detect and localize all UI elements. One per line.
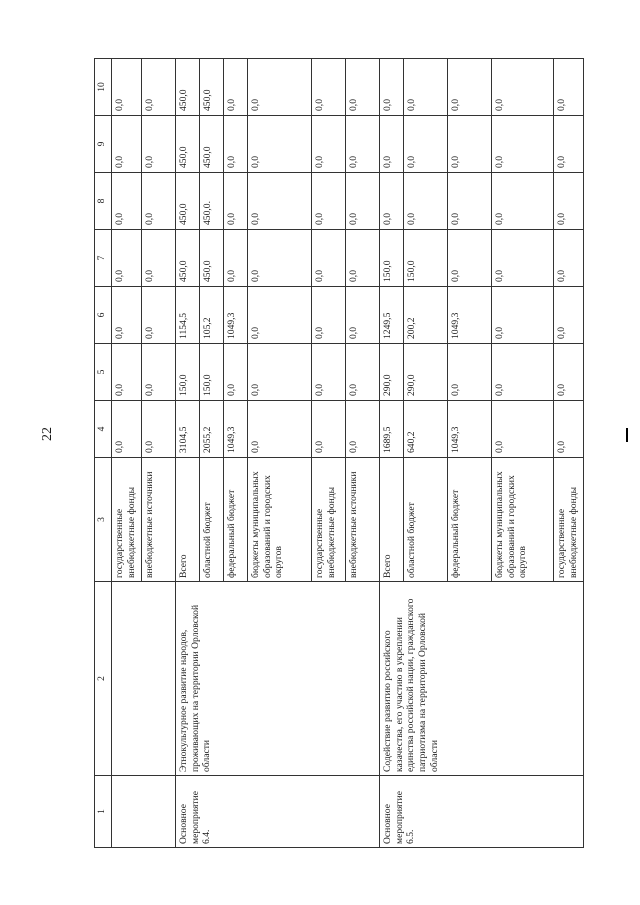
value-cell: 0,0 xyxy=(248,59,312,116)
value-cell: 0,0 xyxy=(312,344,346,401)
funding-source-cell: внебюджетные источники xyxy=(142,458,176,582)
value-cell: 640,2 xyxy=(404,401,448,458)
funding-source-cell: областной бюджет xyxy=(200,458,224,582)
value-cell: 0,0 xyxy=(554,230,584,287)
value-cell: 450,0 xyxy=(176,59,200,116)
value-cell: 450,0 xyxy=(176,173,200,230)
value-cell: 0,0 xyxy=(448,173,492,230)
funding-source-cell: бюджеты муниципальных образований и городских округов xyxy=(492,458,554,582)
value-cell: 0,0 xyxy=(312,116,346,173)
column-header: 6 xyxy=(95,287,112,344)
value-cell: 0,0 xyxy=(554,59,584,116)
value-cell: 0,0 xyxy=(112,116,142,173)
funding-source-cell: федеральный бюджет xyxy=(448,458,492,582)
value-cell: 0,0 xyxy=(248,401,312,458)
column-header: 10 xyxy=(95,59,112,116)
value-cell: 1249,5 xyxy=(380,287,404,344)
value-cell: 0,0 xyxy=(380,173,404,230)
value-cell: 0,0 xyxy=(248,344,312,401)
funding-source-cell: государственные внебюджетные фонды xyxy=(112,458,142,582)
value-cell: 150,0 xyxy=(200,344,224,401)
value-cell: 0,0 xyxy=(224,116,248,173)
value-cell: 0,0 xyxy=(492,59,554,116)
value-cell: 0,0 xyxy=(312,401,346,458)
column-header: 4 xyxy=(95,401,112,458)
value-cell: 1689,5 xyxy=(380,401,404,458)
value-cell: 0,0 xyxy=(492,401,554,458)
value-cell: 0,0 xyxy=(142,344,176,401)
value-cell: 0,0 xyxy=(112,173,142,230)
page-number: 22 xyxy=(40,427,55,441)
value-cell: 0,0 xyxy=(248,230,312,287)
value-cell: 0,0 xyxy=(448,116,492,173)
value-cell: 0,0 xyxy=(448,344,492,401)
table-body xyxy=(112,59,584,848)
funding-source-cell: внебюджетные источники xyxy=(346,458,380,582)
funding-source-cell: государственные внебюджетные фонды xyxy=(554,458,584,582)
value-cell: 0,0 xyxy=(312,287,346,344)
funding-source-cell: бюджеты муниципальных образований и городских округов xyxy=(248,458,312,582)
value-cell: 0,0 xyxy=(448,59,492,116)
value-cell: 450,0. xyxy=(200,173,224,230)
value-cell: 0,0 xyxy=(142,173,176,230)
budget-table xyxy=(94,58,584,848)
value-cell: 0,0 xyxy=(380,116,404,173)
value-cell: 0,0 xyxy=(248,116,312,173)
value-cell: 450,0 xyxy=(200,230,224,287)
description-cell xyxy=(112,582,176,776)
value-cell: 0,0 xyxy=(142,230,176,287)
value-cell: 0,0 xyxy=(380,59,404,116)
column-header: 8 xyxy=(95,173,112,230)
value-cell: 0,0 xyxy=(346,116,380,173)
table-row xyxy=(380,59,404,848)
value-cell: 0,0 xyxy=(248,173,312,230)
value-cell: 0,0 xyxy=(142,116,176,173)
value-cell: 0,0 xyxy=(312,230,346,287)
value-cell: 0,0 xyxy=(142,401,176,458)
value-cell: 0,0 xyxy=(346,287,380,344)
value-cell: 0,0 xyxy=(448,230,492,287)
value-cell: 1154,5 xyxy=(176,287,200,344)
funding-source-cell: областной бюджет xyxy=(404,458,448,582)
description-cell: Содействие развитию российского казачества, его участию в укреплении единства российской нации, гражданского патриотизма на территории Орловской области xyxy=(380,582,584,776)
value-cell: 0,0 xyxy=(312,59,346,116)
event-cell xyxy=(112,776,176,848)
funding-source-cell: Всего xyxy=(176,458,200,582)
value-cell: 0,0 xyxy=(404,116,448,173)
funding-source-cell: государственные внебюджетные фонды xyxy=(312,458,346,582)
value-cell: 1049,3 xyxy=(224,401,248,458)
value-cell: 0,0 xyxy=(492,230,554,287)
event-cell: Основное мероприятие 6.5. xyxy=(380,776,584,848)
value-cell: 0,0 xyxy=(404,59,448,116)
column-header: 3 xyxy=(95,458,112,582)
value-cell: 450,0 xyxy=(176,230,200,287)
value-cell: 0,0 xyxy=(492,116,554,173)
event-cell: Основное мероприятие 6.4. xyxy=(176,776,380,848)
value-cell: 150,0 xyxy=(176,344,200,401)
value-cell: 0,0 xyxy=(224,59,248,116)
value-cell: 0,0 xyxy=(112,287,142,344)
value-cell: 0,0 xyxy=(554,173,584,230)
value-cell: 0,0 xyxy=(404,173,448,230)
value-cell: 450,0 xyxy=(200,116,224,173)
table-row xyxy=(112,59,142,848)
column-header: 1 xyxy=(95,776,112,848)
funding-source-cell: федеральный бюджет xyxy=(224,458,248,582)
column-header: 9 xyxy=(95,116,112,173)
value-cell: 0,0 xyxy=(346,401,380,458)
value-cell: 0,0 xyxy=(224,344,248,401)
description-cell: Этнокультурное развитие народов, проживающих на территории Орловской области xyxy=(176,582,380,776)
table-row xyxy=(176,59,200,848)
value-cell: 0,0 xyxy=(112,344,142,401)
value-cell: 150,0 xyxy=(380,230,404,287)
value-cell: 0,0 xyxy=(346,230,380,287)
column-header: 7 xyxy=(95,230,112,287)
value-cell: 0,0 xyxy=(142,59,176,116)
value-cell: 0,0 xyxy=(312,173,346,230)
value-cell: 290,0 xyxy=(404,344,448,401)
value-cell: 0,0 xyxy=(224,173,248,230)
value-cell: 0,0 xyxy=(346,344,380,401)
value-cell: 1049,3 xyxy=(448,287,492,344)
rotated-table-container xyxy=(94,58,629,848)
value-cell: 150,0 xyxy=(404,230,448,287)
value-cell: 0,0 xyxy=(112,230,142,287)
value-cell: 0,0 xyxy=(492,344,554,401)
value-cell: 0,0 xyxy=(554,401,584,458)
column-header: 2 xyxy=(95,582,112,776)
funding-source-cell: Всего xyxy=(380,458,404,582)
value-cell: 0,0 xyxy=(112,59,142,116)
value-cell: 105,2 xyxy=(200,287,224,344)
value-cell: 0,0 xyxy=(492,173,554,230)
value-cell: 0,0 xyxy=(224,230,248,287)
value-cell: 0,0 xyxy=(554,344,584,401)
value-cell: 2055,2 xyxy=(200,401,224,458)
value-cell: 0,0 xyxy=(554,287,584,344)
value-cell: 450,0 xyxy=(200,59,224,116)
value-cell: 0,0 xyxy=(112,401,142,458)
value-cell: 0,0 xyxy=(554,116,584,173)
header-row xyxy=(95,59,112,848)
value-cell: 450,0 xyxy=(176,116,200,173)
value-cell: 0,0 xyxy=(492,287,554,344)
value-cell: 0,0 xyxy=(248,287,312,344)
value-cell: 1049,3 xyxy=(448,401,492,458)
value-cell: 290,0 xyxy=(380,344,404,401)
column-header: 5 xyxy=(95,344,112,401)
value-cell: 0,0 xyxy=(346,173,380,230)
value-cell: 0,0 xyxy=(142,287,176,344)
value-cell: 0,0 xyxy=(346,59,380,116)
value-cell: 200,2 xyxy=(404,287,448,344)
value-cell: 3104,5 xyxy=(176,401,200,458)
value-cell: 1049,3 xyxy=(224,287,248,344)
